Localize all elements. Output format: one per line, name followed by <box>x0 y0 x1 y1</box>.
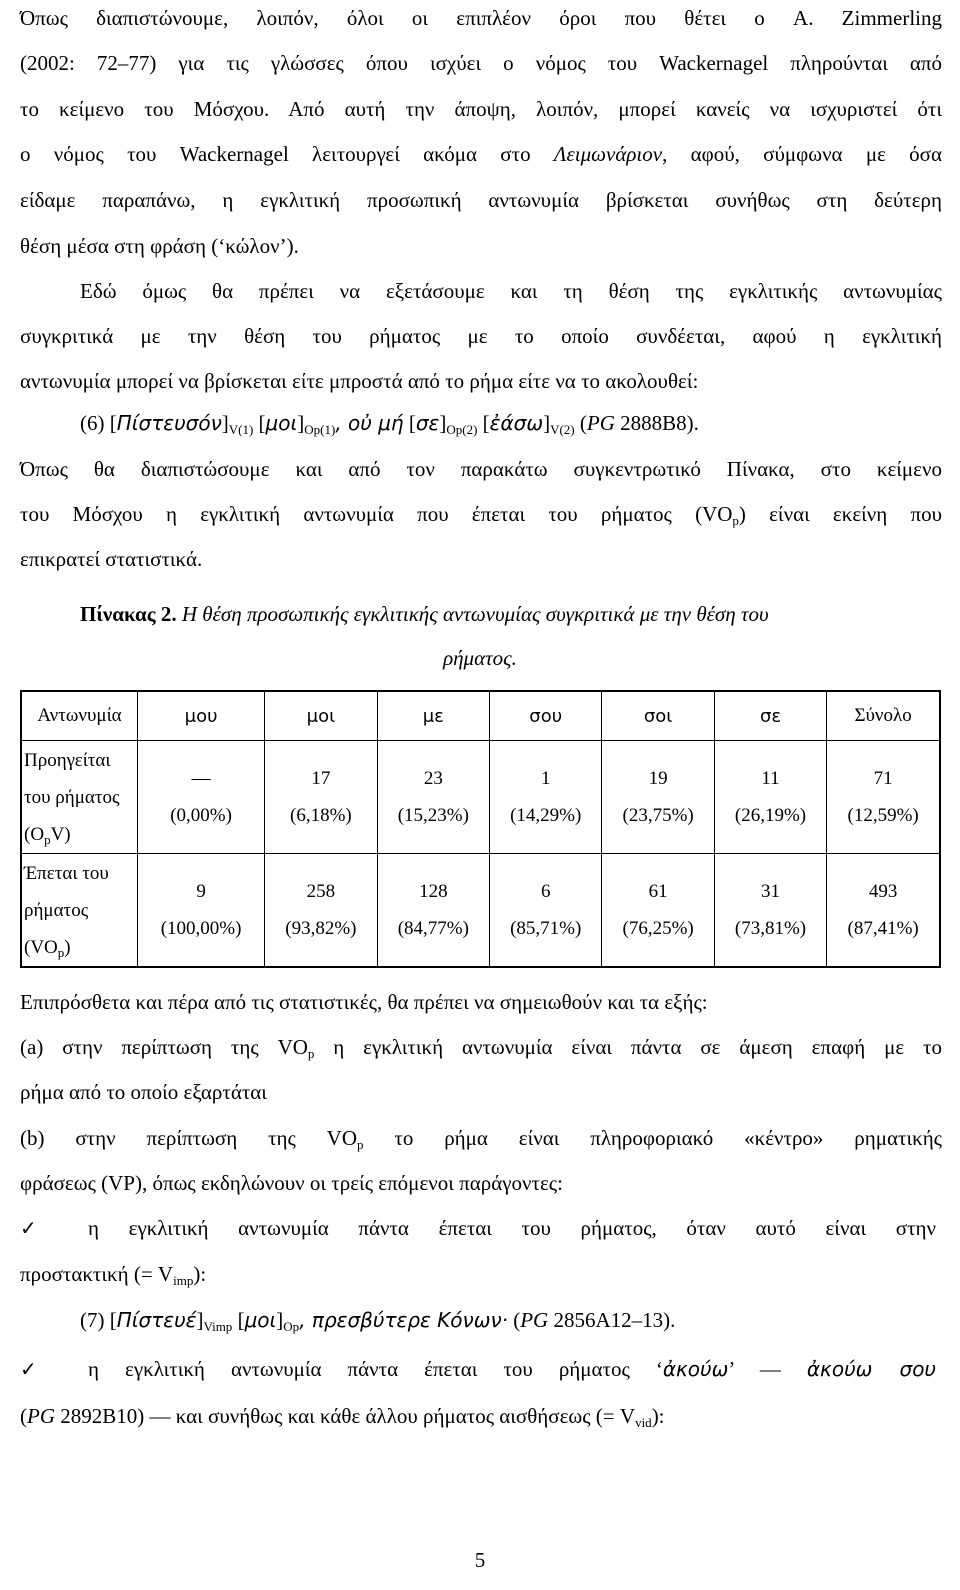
header-cell: σου <box>490 691 602 741</box>
header-cell: σοι <box>602 691 714 741</box>
check-icon: ✓ <box>20 1216 37 1240</box>
check-icon: ✓ <box>20 1357 37 1381</box>
row-label: Έπεται του ρήματος $(VO_p)$ <box>21 854 138 968</box>
greek-word: σε <box>415 411 440 435</box>
row-label: Προηγείται του ρήματος $(O_pV)$ <box>21 741 138 854</box>
paragraph-line: (a) στην περίπτωση της $VO_p$ η εγκλιτική αντωνυμία είναι πάντα σε άμεση επαφή με το <box>20 1035 942 1061</box>
paragraph-line: αντωνυμία μπορεί να βρίσκεται είτε μπροστά από το ρήμα είτε να το ακολουθεί: <box>20 369 699 393</box>
subscript: p <box>307 1046 315 1061</box>
bullet-item <box>20 1216 942 1240</box>
paragraph-line: επικρατεί στατιστικά. <box>20 547 203 571</box>
subscript: p <box>357 1137 364 1152</box>
page-number: 5 <box>474 1548 486 1572</box>
table-caption-continued <box>0 646 960 670</box>
greek-word: Πίστευέ <box>116 1308 197 1332</box>
italic-title: Λειμωνάριον <box>553 142 663 166</box>
table-row <box>21 854 940 968</box>
paragraph-line: θέση μέσα στη φράση (‘κώλον’). <box>20 234 299 258</box>
bullet-text: η εγκλιτική αντωνυμία πάντα έπεται του ρήματος, όταν αυτό είναι στην <box>88 1216 936 1240</box>
greek-word: ἐάσω <box>489 411 544 435</box>
paragraph-line: Όπως θα διαπιστώσουμε και από τον παρακάτω συγκεντρωτικό Πίνακα, στο κείμενο <box>20 457 942 481</box>
bullet-item <box>20 1357 942 1381</box>
paragraph-line: (PG 2892B10) — και συνήθως και κάθε άλλου ρήματος αισθήσεως (= $V_{vid}$): <box>20 1404 665 1430</box>
subscript: Vimp <box>203 1319 233 1334</box>
greek-word: ἀκούω σου <box>806 1357 937 1381</box>
paragraph-line: του Μόσχου η εγκλιτική αντωνυμία που έπεται του ρήματος $(VO_p)$ είναι εκείνη που <box>20 502 942 528</box>
table-cell: 61 (76,25%) <box>602 854 714 968</box>
bullet-text: η εγκλιτική αντωνυμία πάντα έπεται του ρήματος ‘ἀκούω’ — ἀκούω σου <box>88 1357 937 1381</box>
header-cell: με <box>377 691 489 741</box>
paragraph-line: είδαμε παραπάνω, η εγκλιτική προσωπική αντωνυμία βρίσκεται συνήθως στη δεύτερη <box>20 188 942 212</box>
paragraph-line: προστακτική (= $V_{imp}$): <box>20 1262 207 1288</box>
source-reference: 2888B8). <box>614 411 699 435</box>
example-7: (7) $[\Pi ί\sigma\tau\varepsilon\upsilon έ]_{Vimp}$ $[\mu o\iota]_{Op}$, πρεσβύτερε Κόνων· (PG 2856A12–13). <box>80 1308 676 1334</box>
subscript: Op <box>283 1319 300 1334</box>
table-cell: — (0,00%) <box>138 741 265 854</box>
paragraph-line: το κείμενο του Μόσχου. Από αυτή την άποψη, λοιπόν, μπορεί κανείς να ισχυριστεί ότι <box>20 97 942 121</box>
header-cell: μου <box>138 691 265 741</box>
paragraph-line: φράσεως (VP), όπως εκδηλώνουν οι τρείς επόμενοι παράγοντες: <box>20 1171 563 1195</box>
paragraph-line: Όπως διαπιστώνουμε, λοιπόν, όλοι οι επιπλέον όροι που θέτει ο A. Zimmerling <box>20 6 942 30</box>
table-cell: 9 (100,00%) <box>138 854 265 968</box>
table-cell: 71 (12,59%) <box>827 741 940 854</box>
subscript: p <box>732 513 739 528</box>
paragraph-line: (2002: 72–77) για τις γλώσσες όπου ισχύει ο νόμος του Wackernagel πληρούνται από <box>20 51 942 75</box>
header-cell: Αντωνυμία <box>21 691 138 741</box>
header-cell: σε <box>714 691 826 741</box>
statistics-table <box>20 690 941 968</box>
paragraph-line: Επιπρόσθετα και πέρα από τις στατιστικές, θα πρέπει να σημειωθούν και τα εξής: <box>20 990 708 1014</box>
greek-word: , πρεσβύτερε Κόνων· <box>299 1308 508 1332</box>
example-number: (7) <box>80 1308 110 1332</box>
greek-word: Πίστευσόν <box>116 411 222 435</box>
table-cell: 493 (87,41%) <box>827 854 940 968</box>
table-cell: 23 (15,23%) <box>377 741 489 854</box>
table-cell: 17 (6,18%) <box>265 741 377 854</box>
table-cell: 1 (14,29%) <box>490 741 602 854</box>
source-abbrev: PG <box>520 1308 549 1332</box>
example-number: (6) <box>80 411 110 435</box>
table-cell: 6 (85,71%) <box>490 854 602 968</box>
text-run: , αφού, σύμφωνα με όσα <box>662 142 942 166</box>
paragraph-line: Εδώ όμως θα πρέπει να εξετάσουμε και τη θέση της εγκλιτικής αντωνυμίας <box>80 279 942 303</box>
paragraph-line: ρήμα από το οποίο εξαρτάται <box>20 1080 267 1104</box>
subscript: imp <box>173 1273 194 1288</box>
paragraph-line <box>20 142 942 166</box>
greek-word: μοι <box>244 1308 277 1332</box>
text-run: ο νόμος του Wackernagel λειτουργεί ακόμα στο <box>20 142 554 166</box>
example-6: (6) $[\Pi ί\sigma\tau\varepsilon\upsilon\sigma ό\nu]_{V(1)}$ $[\mu o\iota]_{Op(1)}$, οὐ μή $[\sigma\varepsilon]_{Op(2)}$ $[ἐά\sigma\omega]_{V(2)}$ (PG 2888B8). <box>80 411 699 437</box>
caption-label: Πίνακας 2. <box>80 602 177 626</box>
subscript: vid <box>635 1415 652 1430</box>
table-cell: 258 (93,82%) <box>265 854 377 968</box>
caption-text: ρήματος. <box>443 646 517 670</box>
table-header-row <box>21 691 940 741</box>
table-row <box>21 741 940 854</box>
header-cell: μοι <box>265 691 377 741</box>
subscript: Op(2) <box>446 422 478 437</box>
table-caption <box>80 602 942 626</box>
subscript: V(1) <box>228 422 254 437</box>
caption-text: Η θέση προσωπικής εγκλιτικής αντωνυμίας συγκριτικά με την θέση του <box>176 602 769 626</box>
greek-word: μοι <box>265 411 298 435</box>
source-reference: 2856A12–13). <box>548 1308 676 1332</box>
greek-word: , οὐ μή <box>335 411 404 435</box>
table-cell: 11 (26,19%) <box>714 741 826 854</box>
table-cell: 128 (84,77%) <box>377 854 489 968</box>
header-cell: Σύνολο <box>827 691 940 741</box>
paragraph-line: συγκριτικά με την θέση του ρήματος με το οποίο συνδέεται, αφού η εγκλιτική <box>20 324 942 348</box>
greek-word: ἀκούω <box>662 1357 729 1381</box>
table-cell: 31 (73,81%) <box>714 854 826 968</box>
table-cell: 19 (23,75%) <box>602 741 714 854</box>
subscript: V(2) <box>550 422 575 437</box>
subscript: Op(1) <box>304 422 336 437</box>
source-abbrev: PG <box>586 411 615 435</box>
paragraph-line: (b) στην περίπτωση της $VO_p$ το ρήμα είναι πληροφοριακό «κέντρο» ρηματικής <box>20 1126 942 1152</box>
